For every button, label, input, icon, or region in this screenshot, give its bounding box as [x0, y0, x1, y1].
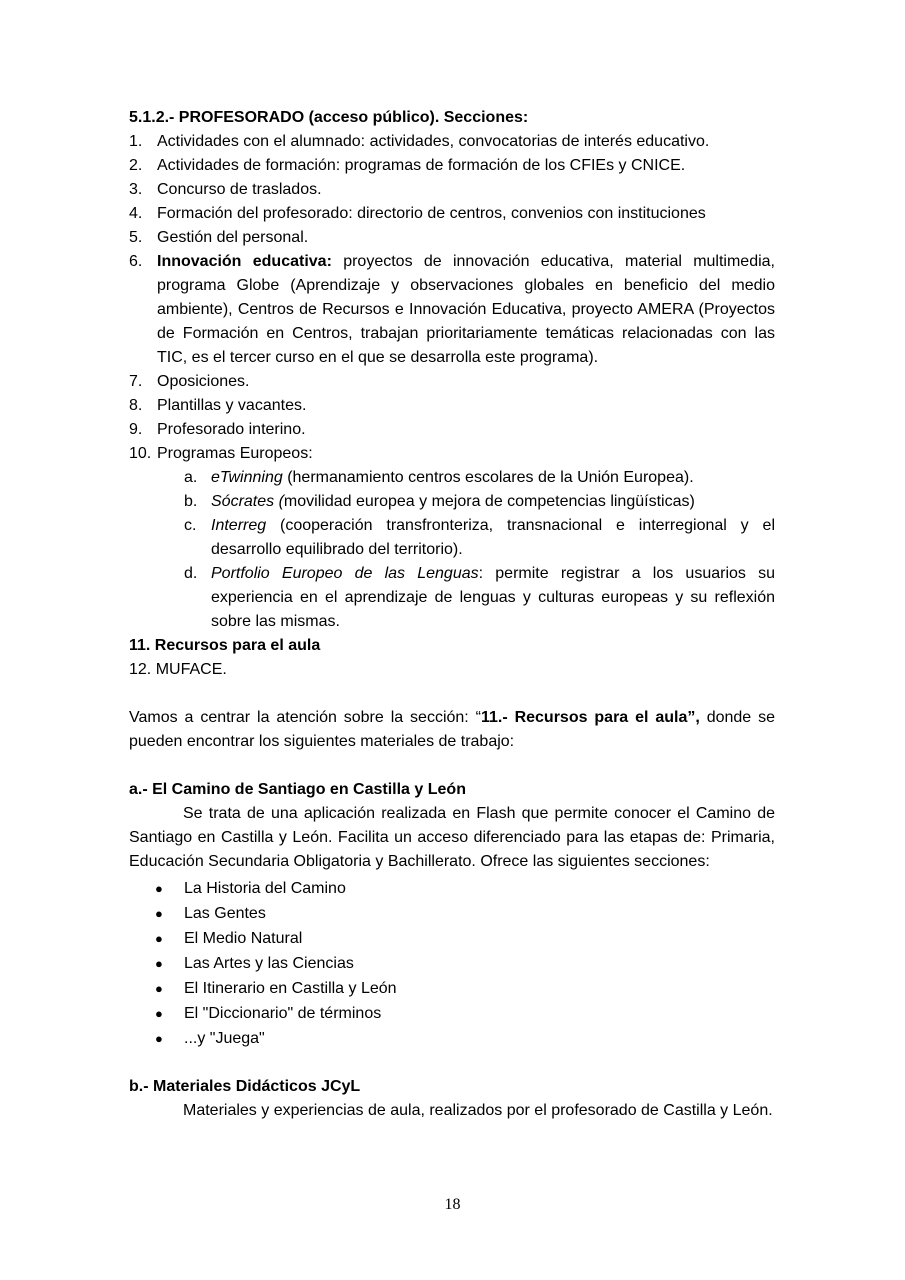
intro-pre: Vamos a centrar la atención sobre la sección: “	[129, 709, 481, 726]
list-number: 3.	[129, 181, 143, 198]
sublist-letter: c.	[184, 517, 197, 534]
list-item	[129, 178, 775, 202]
list-item	[129, 226, 775, 250]
list-text: Programas Europeos:	[157, 445, 313, 462]
list-number: 2.	[129, 157, 143, 174]
list-item	[129, 370, 775, 394]
sublist-text	[211, 490, 775, 514]
list-text-rest: proyectos de innovación educativa, material multimedia, programa Globe (Aprendizaje y observaciones globales en beneficio del medio ambiente), Centros de Recursos e Innovación Educativa, proyecto AMERA (Proyectos de Formación en Centros, trabajan prioritariamente temáticas relacionadas con las TIC, es el tercer curso en el que se desarrolla este programa).	[157, 253, 776, 366]
list-text: Formación del profesorado: directorio de centros, convenios con instituciones	[157, 205, 706, 222]
bullet-item	[129, 1026, 775, 1051]
sublist-item	[129, 514, 775, 562]
bullet-item	[129, 1001, 775, 1026]
bullet-icon: ●	[155, 956, 163, 971]
list-item	[129, 202, 775, 226]
intro-bold: 11.- Recursos para el aula”,	[480, 709, 700, 726]
list-number: 6.	[129, 253, 143, 270]
bullet-text: Las Gentes	[184, 905, 266, 922]
bullet-text: El Itinerario en Castilla y León	[184, 980, 397, 997]
section-heading: 5.1.2.- PROFESORADO (acceso público). Secciones:	[129, 109, 529, 126]
list-number: 10.	[129, 445, 152, 462]
list-text: Gestión del personal.	[157, 229, 309, 246]
sublist-letter: a.	[184, 469, 198, 486]
bullet-text: El Medio Natural	[184, 930, 303, 947]
list-number: 4.	[129, 205, 143, 222]
list-item	[129, 250, 775, 370]
bullet-item	[129, 951, 775, 976]
sections-list	[129, 130, 775, 682]
sublist-text	[211, 466, 775, 490]
sublist-item	[129, 562, 775, 634]
sublist-text-rest: (hermanamiento centros escolares de la Unión Europea).	[282, 469, 694, 486]
list-item	[129, 442, 775, 466]
sublist-text-rest: (cooperación transfronteriza, transnacional e interregional y el desarrollo equilibrado del territorio).	[211, 517, 775, 558]
section-b-title: b.- Materiales Didácticos JCyL	[129, 1078, 361, 1095]
intro-post: donde se pueden encontrar los siguientes materiales de trabajo:	[129, 709, 776, 750]
bullet-icon: ●	[155, 906, 163, 921]
intro-paragraph	[129, 706, 775, 754]
sublist-text-rest: : permite registrar a los usuarios su experiencia en el aprendizaje de lenguas y culturas europeas y su reflexión sobre las mismas.	[211, 565, 776, 630]
bullet-item	[129, 976, 775, 1001]
bullet-icon: ●	[155, 931, 163, 946]
bullet-item	[129, 876, 775, 901]
sublist-text	[211, 562, 775, 634]
sublist-italic: Sócrates (	[211, 493, 284, 510]
bullet-list	[129, 876, 775, 1051]
sublist-letter: b.	[184, 493, 198, 510]
sublist-item	[129, 490, 775, 514]
document-page	[129, 106, 775, 1123]
list-text: Actividades con el alumnado: actividades, convocatorias de interés educativo.	[157, 133, 710, 150]
section-a-title: a.- El Camino de Santiago en Castilla y León	[129, 781, 466, 798]
bullet-text: El "Diccionario" de términos	[184, 1005, 382, 1022]
sublist-italic: Portfolio Europeo de las Lenguas	[211, 565, 479, 582]
list-text: Profesorado interino.	[157, 421, 306, 438]
bullet-text: Las Artes y las Ciencias	[184, 955, 354, 972]
bullet-text: ...y "Juega"	[184, 1030, 265, 1047]
list-number: 7.	[129, 373, 143, 390]
list-text: Actividades de formación: programas de formación de los CFIEs y CNICE.	[157, 157, 686, 174]
sublist-text-rest: movilidad europea y mejora de competencias lingüísticas)	[283, 493, 695, 510]
sublist-italic: Interreg	[211, 517, 267, 534]
sublist-letter: d.	[184, 565, 198, 582]
bullet-text: La Historia del Camino	[184, 880, 346, 897]
bullet-icon: ●	[155, 1006, 163, 1021]
list-item	[129, 418, 775, 442]
list-bold-label: Innovación educativa:	[157, 253, 332, 270]
list-item	[129, 154, 775, 178]
list-item-12: 12. MUFACE.	[129, 661, 227, 678]
bullet-icon: ●	[155, 881, 163, 896]
bullet-item	[129, 901, 775, 926]
page-number: 18	[444, 1196, 461, 1213]
list-number: 8.	[129, 397, 143, 414]
section-b-body: Materiales y experiencias de aula, realizados por el profesorado de Castilla y León.	[183, 1102, 773, 1119]
list-number: 1.	[129, 133, 143, 150]
sublist-item	[129, 466, 775, 490]
bullet-item	[129, 926, 775, 951]
list-text: Oposiciones.	[157, 373, 250, 390]
section-a-body: Se trata de una aplicación realizada en Flash que permite conocer el Camino de Santiago en Castilla y León. Facilita un acceso diferenciado para las etapas de: Primaria, Educación Secundaria Obligatoria y Bachillerato. Ofrece las siguientes secciones:	[129, 805, 775, 870]
list-text: Plantillas y vacantes.	[157, 397, 307, 414]
list-item-11: 11. Recursos para el aula	[129, 637, 321, 654]
list-text	[157, 250, 775, 370]
list-number: 5.	[129, 229, 143, 246]
bullet-icon: ●	[155, 1031, 163, 1046]
list-number: 9.	[129, 421, 143, 438]
bullet-icon: ●	[155, 981, 163, 996]
list-item	[129, 130, 775, 154]
list-item	[129, 394, 775, 418]
list-text: Concurso de traslados.	[157, 181, 322, 198]
sublist-text	[211, 514, 775, 562]
sublist-italic: eTwinning	[211, 469, 283, 486]
